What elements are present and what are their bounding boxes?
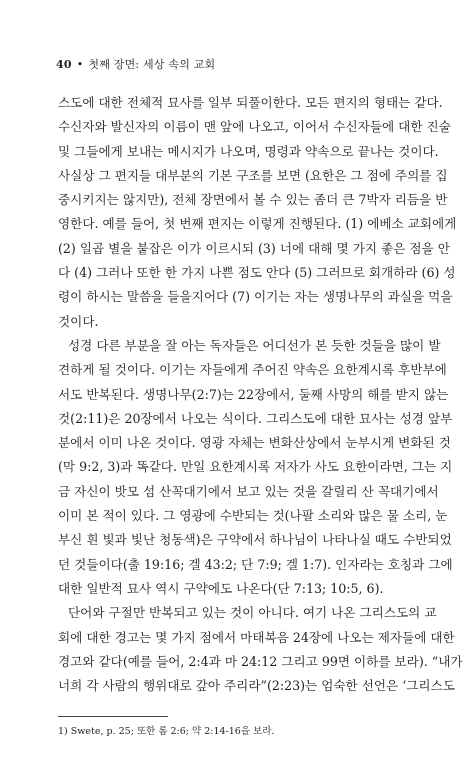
footnote: 1) Swete, p. 25; 또한 롬 2:6; 약 2:14-16을 보라. [58, 726, 275, 737]
text-line: 중시키지는 않지만), 전체 장면에서 볼 수 있는 좀더 큰 7박자 리듬을 반 [58, 192, 448, 208]
text-line: 던 것들이다(출 19:16; 겔 43:2; 단 7:9; 겔 1:7). 인자라는 호칭과 그에 [58, 556, 453, 572]
text-line: 경고와 같다(예를 들어, 2:4과 마 24:12 그리고 99면 이하를 보라). “내가 [58, 653, 463, 669]
text-line: 견하게 될 것이다. 이기는 자들에게 주어진 약속은 요한계시록 후반부에 [58, 362, 447, 378]
text-line: 스도에 대한 전체적 묘사를 일부 되풀이한다. 모든 편지의 형태는 같다. [58, 95, 443, 110]
text-line: 분에서 이미 나온 것이다. 영광 자체는 변화산상에서 눈부시게 변화된 것 [58, 435, 451, 451]
text-line: 이미 본 적이 있다. 그 영광에 수반되는 것(나팔 소리와 많은 물 소리, 눈 [58, 508, 448, 524]
text-line: 및 그들에게 보내는 메시지가 나오며, 명령과 약속으로 끝나는 것이다. [58, 143, 439, 159]
text-line: 것이다. [58, 313, 99, 329]
page-number: 40 [56, 58, 72, 71]
text-line: 부신 흰 빛과 빛난 청동색)은 구약에서 하나님이 나타나실 때도 수반되었 [58, 532, 452, 548]
text-line: 영한다. 예를 들어, 첫 번째 편지는 이렇게 진행된다. (1) 에베소 교회에게 [58, 216, 457, 232]
text-line: 단어와 구절만 반복되고 있는 것이 아니다. 여기 나온 그리스도의 교 [68, 605, 437, 621]
text-line: 다 (4) 그러나 또한 한 가지 나쁜 점도 안다 (5) 그러므로 회개하라 (6) 성 [58, 265, 456, 281]
footnote-divider [58, 716, 168, 717]
text-line: 서도 반복된다. 생명나무(2:7)는 22장에서, 둘째 사망의 해를 받지 않는 [58, 386, 449, 402]
chapter-title: 첫째 장면: 세상 속의 교회 [88, 58, 216, 71]
text-line: 것(2:11)은 20장에서 나오는 식이다. 그리스도에 대한 묘사는 성경 앞부 [58, 410, 453, 426]
text-line: (2) 일곱 별을 붙잡은 이가 이르시되 (3) 너에 대해 몇 가지 좋은 점을 안 [58, 240, 450, 256]
text-line: 회에 대한 경고는 몇 가지 점에서 마태복음 24장에 나오는 제자들에 대한 [58, 629, 455, 645]
header-separator: • [76, 58, 84, 71]
text-line: 대한 일반적 묘사 역시 구약에도 나온다(단 7:13; 10:5, 6). [58, 580, 384, 596]
text-line: (막 9:2, 3)과 똑같다. 만일 요한계시록 저자가 사도 요한이라면, 그는 지 [58, 459, 453, 475]
text-line: 수신자와 발신자의 이름이 맨 앞에 나오고, 이어서 수신자들에 대한 진술 [58, 119, 451, 135]
text-line: 사실상 그 편지들 대부분의 기본 구조를 보면 (요한은 그 점에 주의를 집 [58, 167, 448, 183]
text-line: 금 자신이 밧모 섬 산꼭대기에서 보고 있는 것을 갈릴리 산 꼭대기에서 [58, 483, 439, 499]
running-header [56, 56, 215, 72]
body-text [58, 91, 463, 698]
text-line: 성경 다른 부분을 잘 아는 독자들은 어디선가 본 듯한 것들을 많이 발 [68, 337, 441, 353]
text-line: 령이 하시는 말씀을 들을지어다 (7) 이기는 자는 생명나무의 과실을 먹을 [58, 289, 453, 305]
text-line: 너희 각 사람의 행위대로 갚아 주리라”(2:23)는 엄숙한 선언은 ‘그리스도 [58, 678, 455, 694]
